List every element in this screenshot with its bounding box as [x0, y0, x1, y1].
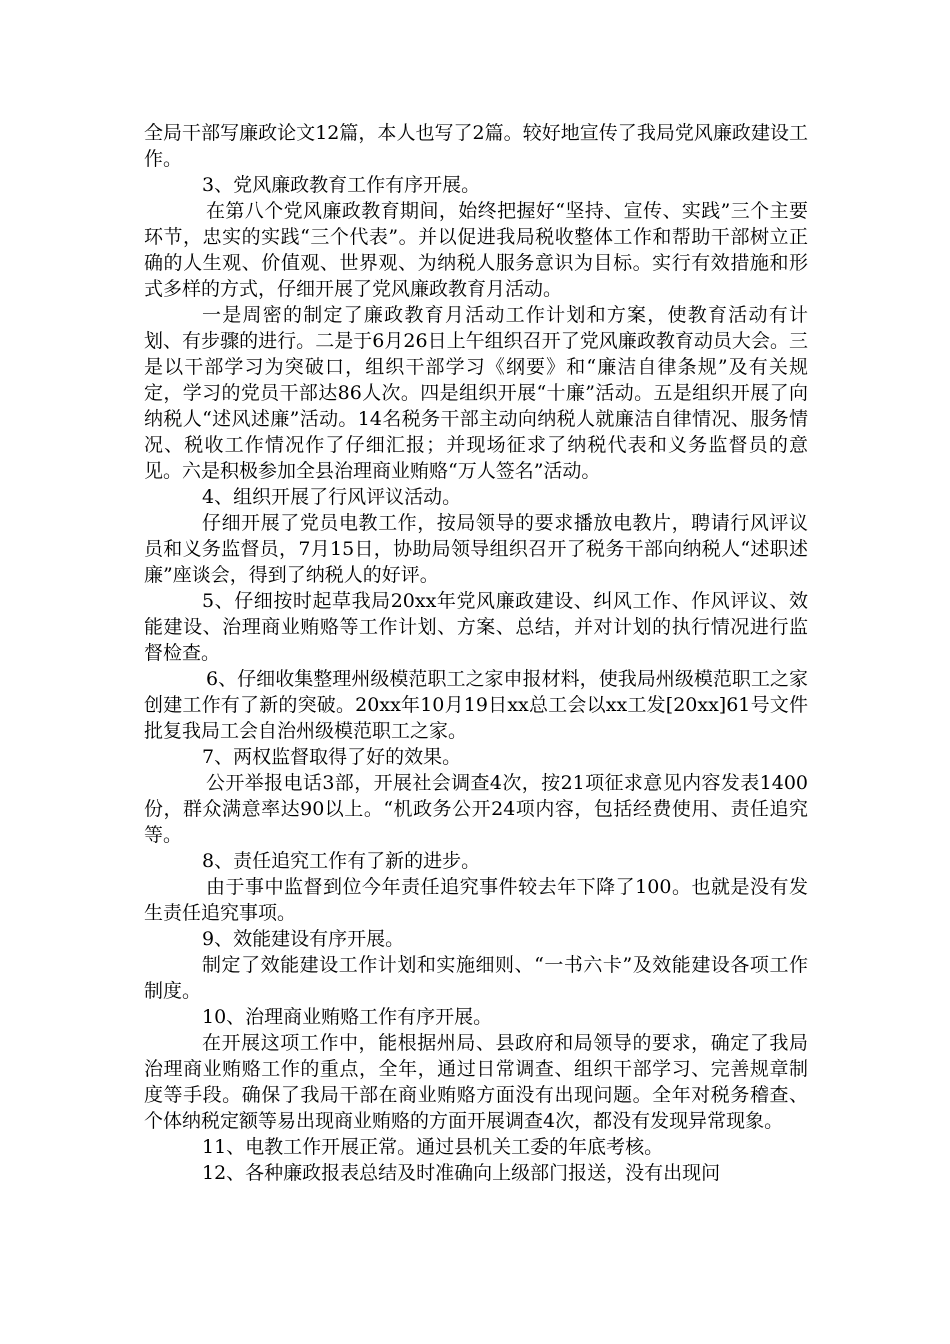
paragraph-item-8: 由于事中监督到位今年责任追究事件较去年下降了100。也就是没有发生责任追究事项。 [144, 876, 808, 924]
heading-item-3: 3、党风廉政教育工作有序开展。 [202, 174, 481, 196]
paragraph-item-4: 仔细开展了党员电教工作，按局领导的要求播放电教片，聘请行风评议员和义务监督员，7月15日，协助局领导组织召开了税务干部向纳税人“述职述廉”座谈会，得到了纳税人的好评。 [144, 512, 808, 586]
paragraph-item-3-detail: 一是周密的制定了廉政教育月活动工作计划和方案，使教育活动有计划、有步骤的进行。二是于6月26日上午组织召开了党风廉政教育动员大会。三是以干部学习为突破口，组织干部学习《纲要》和“廉洁自律条规”及有关规定，学习的党员干部达86人次。四是组织开展“十廉”活动。五是组织开展了向纳税人“述风述廉”活动。14名税务干部主动向纳税人就廉洁自律情况、服务情况、税收工作情况作了仔细汇报；并现场征求了纳税代表和义务监督员的意见。六是积极参加全县治理商业贿赂“万人签名”活动。 [144, 304, 808, 482]
paragraph-continued: 全局干部写廉政论文12篇，本人也写了2篇。较好地宣传了我局党风廉政建设工作。 [144, 122, 808, 170]
heading-item-9: 9、效能建设有序开展。 [202, 928, 405, 950]
heading-item-8: 8、责任追究工作有了新的进步。 [202, 850, 481, 872]
paragraph-item-11: 11、电教工作开展正常。通过县机关工委的年底考核。 [202, 1136, 664, 1158]
document-page [144, 120, 808, 1186]
heading-item-7: 7、两权监督取得了好的效果。 [202, 746, 462, 768]
paragraph-item-5: 5、仔细按时起草我局20xx年党风廉政建设、纠风工作、作风评议、效能建设、治理商业贿赂等工作计划、方案、总结，并对计划的执行情况进行监督检查。 [144, 590, 808, 664]
heading-item-4: 4、组织开展了行风评议活动。 [202, 486, 462, 508]
paragraph-item-3: 在第八个党风廉政教育期间，始终把握好“坚持、宣传、实践”三个主要环节，忠实的实践“三个代表”。并以促进我局税收整体工作和帮助干部树立正确的人生观、价值观、世界观、为纳税人服务意识为目标。实行有效措施和形式多样的方式，仔细开展了党风廉政教育月活动。 [144, 200, 808, 300]
paragraph-item-10: 在开展这项工作中，能根据州局、县政府和局领导的要求，确定了我局治理商业贿赂工作的重点，全年，通过日常调查、组织干部学习、完善规章制度等手段。确保了我局干部在商业贿赂方面没有出现问题。全年对税务稽查、个体纳税定额等易出现商业贿赂的方面开展调查4次，都没有发现异常现象。 [144, 1032, 808, 1132]
paragraph-item-9: 制定了效能建设工作计划和实施细则、“一书六卡”及效能建设各项工作制度。 [144, 954, 808, 1002]
paragraph-item-6: 6、仔细收集整理州级模范职工之家申报材料，使我局州级模范职工之家创建工作有了新的突破。20xx年10月19日xx总工会以xx工发[20xx]61号文件批复我局工会自治州级模范职工之家。 [144, 668, 808, 742]
paragraph-item-12: 12、各种廉政报表总结及时准确向上级部门报送，没有出现问 [202, 1162, 721, 1184]
heading-item-10: 10、治理商业贿赂工作有序开展。 [202, 1006, 493, 1028]
paragraph-item-7: 公开举报电话3部，开展社会调查4次，按21项征求意见内容发表1400份，群众满意率达90以上。“机政务公开24项内容，包括经费使用、责任追究等。 [144, 772, 808, 846]
